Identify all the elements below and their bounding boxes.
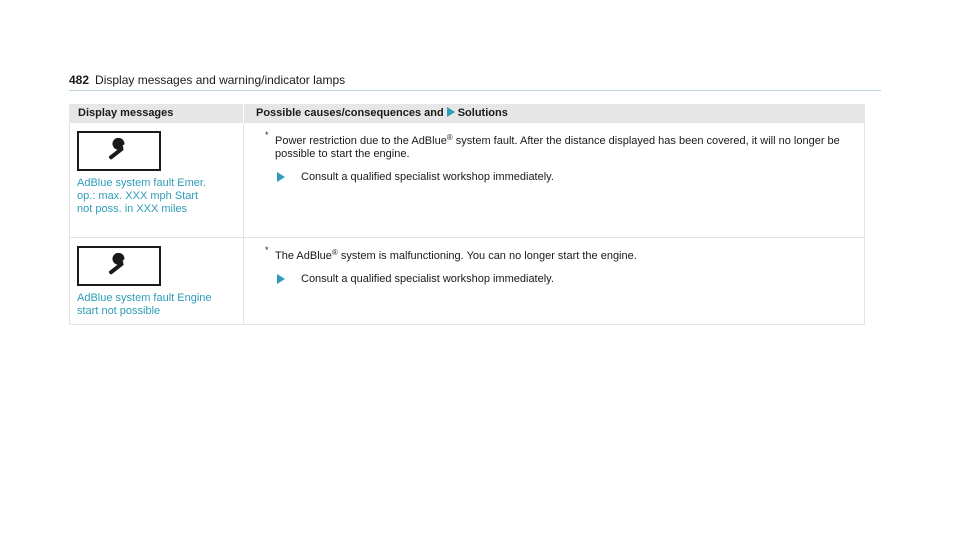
message-line: AdBlue system fault Engine — [77, 292, 212, 304]
cause-text-part: Power restriction due to the AdBlue — [275, 135, 447, 147]
message-line: start not possible — [77, 305, 161, 317]
message-line: not poss. in XXX miles — [77, 203, 188, 215]
arrow-right-icon — [277, 274, 285, 284]
page-header-title: Display messages and warning/indicator lamps — [95, 73, 346, 87]
solution-text: Consult a qualified specialist workshop immediately. — [301, 273, 554, 285]
wrench-icon — [77, 131, 161, 171]
display-message-cell — [70, 123, 244, 238]
solution-text: Consult a qualified specialist workshop immediately. — [301, 171, 554, 183]
cause-bullet: * — [265, 130, 269, 140]
cause-text — [261, 246, 856, 263]
display-messages-table — [69, 104, 865, 325]
arrow-right-icon — [277, 172, 285, 182]
cause-text — [261, 131, 856, 161]
solution-item — [261, 273, 856, 286]
page-number: 482 — [69, 73, 90, 87]
table-header-row — [70, 104, 865, 123]
page-header — [69, 73, 345, 87]
display-message-cell — [70, 238, 244, 325]
message-line: AdBlue system fault Emer. — [77, 177, 206, 189]
causes-solutions-cell — [244, 238, 865, 325]
display-message-text — [77, 292, 237, 318]
table-row — [70, 238, 865, 325]
wrench-icon — [77, 246, 161, 286]
registered-mark: ® — [331, 248, 338, 257]
solution-item — [261, 171, 856, 184]
column-header-display-messages: Display messages — [70, 104, 244, 123]
header-divider — [69, 90, 881, 91]
registered-mark: ® — [446, 133, 453, 142]
cause-text-part: The AdBlue — [275, 250, 332, 262]
table-row — [70, 123, 865, 238]
cause-text-part: system is malfunctioning. You can no longer start the engine. — [337, 250, 637, 262]
causes-solutions-cell — [244, 123, 865, 238]
arrow-right-icon — [447, 107, 455, 117]
display-message-text — [77, 177, 237, 216]
column-header-causes-solutions — [244, 104, 865, 123]
solutions-header-label: Solutions — [457, 106, 508, 119]
cause-text-part: system fault. After the distance displayed has been covered, it will no longer be possible to start the engine. — [275, 135, 840, 160]
causes-header-label: Possible causes/consequences and — [256, 106, 444, 119]
cause-bullet: * — [265, 245, 269, 255]
message-line: op.: max. XXX mph Start — [77, 190, 199, 202]
